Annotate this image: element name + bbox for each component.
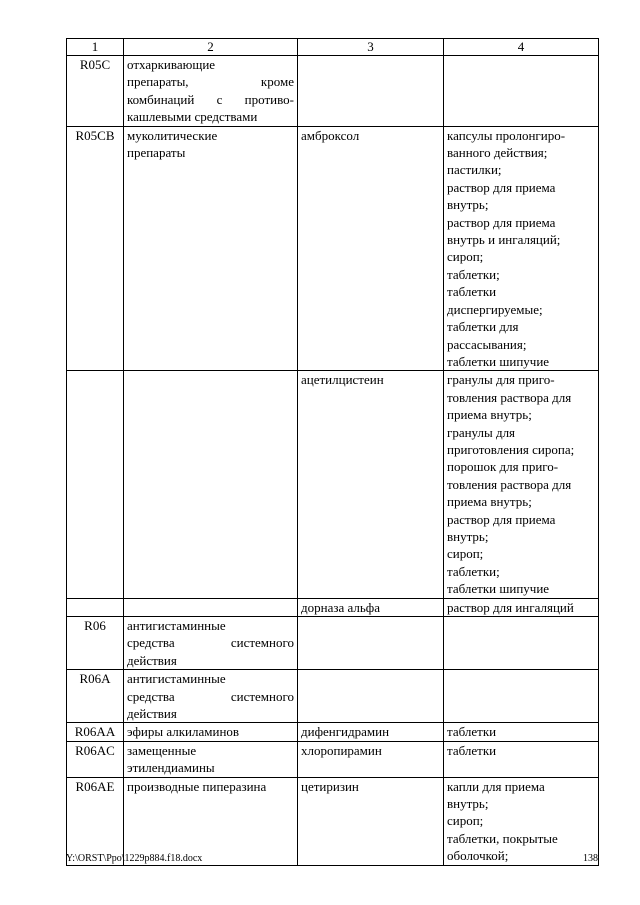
- group-cell: [124, 777, 298, 865]
- dosage-forms-cell: [444, 670, 599, 723]
- table-body: [67, 56, 599, 866]
- header-col-4: 4: [444, 39, 599, 56]
- dosage-form-line: внутрь;: [447, 528, 489, 544]
- dosage-form-line: ванного действия;: [447, 145, 548, 161]
- group-cell: [124, 741, 298, 777]
- dosage-form-line: товления раствора для: [447, 389, 572, 405]
- dosage-forms-cell: [444, 126, 599, 371]
- dosage-form-line: капли для приема: [447, 778, 545, 794]
- group-line: кашлевыми средствами: [127, 109, 258, 125]
- dosage-form-line: приготовления сиропа;: [447, 441, 575, 457]
- dosage-forms-cell: [444, 741, 599, 777]
- dosage-form-line: таблетки: [447, 742, 497, 758]
- dosage-forms-cell: [444, 723, 599, 741]
- dosage-form-line: сироп;: [447, 546, 484, 562]
- group-cell: [124, 598, 298, 616]
- group-line: отхаркивающие: [127, 57, 216, 72]
- dosage-form-line: внутрь и ингаляций;: [447, 232, 561, 248]
- dosage-form-line: сироп;: [447, 249, 484, 265]
- dosage-form-line: таблетки для: [447, 319, 519, 335]
- atc-code-cell: R05CB: [67, 126, 124, 371]
- group-line: антигистаминные: [127, 671, 226, 687]
- drug-name-cell: цетиризин: [298, 777, 444, 865]
- drug-name-cell: амброксол: [298, 126, 444, 371]
- atc-code-cell: R06AE: [67, 777, 124, 865]
- header-col-2: 2: [124, 39, 298, 56]
- dosage-forms-cell: [444, 777, 599, 865]
- dosage-form-line: капсулы пролонгиро-: [447, 127, 566, 143]
- group-cell: [124, 126, 298, 371]
- table-row: [67, 670, 599, 723]
- group-line: действия: [127, 706, 177, 722]
- group-line: препараты: [127, 145, 186, 161]
- dosage-form-line: пастилки;: [447, 162, 502, 178]
- group-line: этилендиамины: [127, 760, 215, 776]
- group-line: замещенные: [127, 742, 197, 758]
- dosage-form-line: приема внутрь;: [447, 494, 532, 510]
- group-line: действия: [127, 652, 177, 668]
- dosage-form-line: рассасывания;: [447, 336, 527, 352]
- dosage-form-line: таблетки, покрытые: [447, 830, 558, 846]
- group-line: комбинаций с противо-: [127, 91, 294, 107]
- table-row: [67, 617, 599, 670]
- group-line: средства системного: [127, 688, 294, 704]
- dosage-form-line: таблетки: [447, 724, 497, 740]
- group-cell: [124, 617, 298, 670]
- dosage-form-line: товления раствора для: [447, 476, 572, 492]
- table-row: [67, 598, 599, 616]
- header-col-3: 3: [298, 39, 444, 56]
- dosage-form-line: гранулы для: [447, 424, 516, 440]
- dosage-forms-cell: [444, 56, 599, 127]
- dosage-forms-cell: [444, 598, 599, 616]
- group-cell: [124, 670, 298, 723]
- header-row: [67, 39, 599, 56]
- dosage-form-line: таблетки;: [447, 266, 500, 282]
- table-row: [67, 723, 599, 741]
- dosage-form-line: раствор для приема: [447, 511, 556, 527]
- drug-name-cell: [298, 56, 444, 127]
- group-line: средства системного: [127, 635, 294, 651]
- drug-name-cell: дорназа альфа: [298, 598, 444, 616]
- atc-code-cell: [67, 598, 124, 616]
- dosage-form-line: таблетки шипучие: [447, 353, 550, 369]
- table-row: [67, 741, 599, 777]
- drug-table-wrapper: [66, 38, 598, 866]
- header-col-1: 1: [67, 39, 124, 56]
- table-row: [67, 126, 599, 371]
- atc-code-cell: R06AA: [67, 723, 124, 741]
- atc-code-cell: R06A: [67, 670, 124, 723]
- drug-name-cell: [298, 617, 444, 670]
- table-row: [67, 56, 599, 127]
- dosage-form-line: внутрь;: [447, 197, 489, 213]
- footer-page-number: 138: [583, 853, 598, 864]
- dosage-form-line: раствор для ингаляций: [447, 599, 574, 615]
- dosage-form-line: внутрь;: [447, 796, 489, 812]
- dosage-form-line: порошок для приго-: [447, 459, 559, 475]
- atc-code-cell: R05C: [67, 56, 124, 127]
- dosage-form-line: таблетки;: [447, 563, 500, 579]
- dosage-form-line: таблетки шипучие: [447, 581, 550, 597]
- table-row: [67, 777, 599, 865]
- dosage-form-line: таблетки: [447, 284, 497, 300]
- dosage-forms-cell: [444, 617, 599, 670]
- group-line: антигистаминные: [127, 618, 226, 633]
- dosage-form-line: раствор для приема: [447, 214, 556, 230]
- drug-name-cell: хлоропирамин: [298, 741, 444, 777]
- footer-file-path: Y:\ORST\Ppo\1229p884.f18.docx: [66, 853, 203, 864]
- atc-code-cell: R06: [67, 617, 124, 670]
- drug-name-cell: ацетилцистеин: [298, 371, 444, 598]
- drug-name-cell: [298, 670, 444, 723]
- table-row: [67, 371, 599, 598]
- group-cell: [124, 56, 298, 127]
- drug-name-cell: дифенгидрамин: [298, 723, 444, 741]
- dosage-form-line: приема внутрь;: [447, 407, 532, 423]
- dosage-form-line: раствор для приема: [447, 179, 556, 195]
- dosage-form-line: сироп;: [447, 813, 484, 829]
- group-line: муколитические: [127, 127, 218, 143]
- group-cell: [124, 371, 298, 598]
- group-line: препараты, кроме: [127, 74, 294, 90]
- atc-code-cell: R06AC: [67, 741, 124, 777]
- group-cell: [124, 723, 298, 741]
- dosage-form-line: оболочкой;: [447, 848, 509, 864]
- group-line: эфиры алкиламинов: [127, 724, 240, 740]
- dosage-forms-cell: [444, 371, 599, 598]
- dosage-form-line: гранулы для приго-: [447, 372, 555, 388]
- drug-table: [66, 38, 599, 866]
- dosage-form-line: диспергируемые;: [447, 301, 543, 317]
- group-line: производные пиперазина: [127, 778, 267, 794]
- atc-code-cell: [67, 371, 124, 598]
